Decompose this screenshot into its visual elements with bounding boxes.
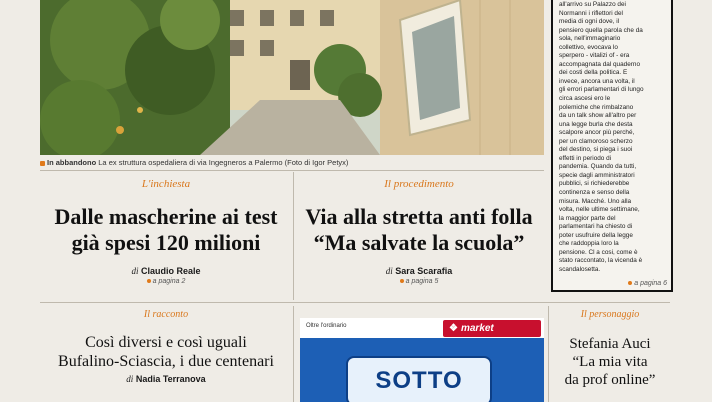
sidebar-text-line: poter usufruire della legge (559, 231, 633, 239)
article-kicker: Il racconto (143, 309, 189, 320)
sidebar-column (551, 0, 673, 292)
advertisement[interactable] (300, 318, 544, 402)
sidebar-text-line: specie dagli amministratori (559, 171, 635, 179)
sidebar-text-line: misura. Macché. Uno alla (559, 197, 632, 205)
sidebar-text-line: sperpero - vitalizi of - era (559, 52, 630, 60)
article-page-ref: a pagina 2 (40, 278, 292, 285)
divider (40, 302, 670, 303)
author-name: Sara Scarafia (395, 266, 453, 276)
sidebar-text-line: da un talk show all'altro per (559, 112, 637, 120)
article-procedimento[interactable] (294, 178, 544, 285)
sidebar-text-line: scalpore ancor più perché, (559, 129, 635, 137)
author-name: Claudio Reale (141, 266, 201, 276)
ad-small-text: Oltre l'ordinario (306, 323, 347, 329)
sidebar-text-line: sola, nell'immaginario (559, 35, 621, 43)
sidebar-text-line: una legge burla che desta (559, 120, 633, 128)
sidebar-text-line: che raddoppia loro la (559, 240, 619, 248)
article-inchiesta[interactable] (40, 178, 292, 285)
sidebar-text-line: circa ascesi ero le (559, 95, 611, 103)
photo-caption (40, 158, 544, 167)
sidebar-text-line: polemiche che rimbalzano (559, 103, 634, 111)
photo-illustration (40, 0, 544, 155)
sidebar-text-line: effetti in periodo di (559, 154, 612, 162)
sidebar-text-line: pensione. Cl a cosi, come è (559, 248, 638, 256)
caption-lead: In abbandono (47, 158, 97, 167)
sidebar-text (559, 1, 667, 275)
sidebar-text-line: scandalosetta. (559, 265, 601, 273)
sidebar-text-line: media di ogni dove, il (559, 18, 620, 26)
article-headline[interactable]: Stefania Auci “La mia vita da prof online” (564, 336, 656, 388)
article-byline: di Sara Scarafia (385, 266, 453, 276)
news-photo (40, 0, 544, 155)
article-personaggio[interactable] (549, 309, 671, 389)
page-ref-bullet-icon (400, 279, 404, 283)
sidebar-text-line: pandemia. Quando da tutti, (559, 163, 637, 171)
sidebar-text-line: stato raccontato, la vicenda è (559, 257, 643, 265)
sidebar-text-line: invece, ancora una volta, il (559, 77, 635, 85)
sidebar-text-line: parlamentari ha chiesto di (559, 223, 633, 231)
page-ref-bullet-icon (147, 279, 151, 283)
divider (40, 170, 544, 171)
article-kicker: L'inchiesta (141, 178, 191, 190)
sidebar-text-line: all'arrivo su Palazzo dei (559, 1, 626, 8)
sidebar-page-ref: a pagina 6 (559, 280, 667, 287)
sidebar-text-line: per un clamoroso scherzo (559, 137, 633, 145)
article-byline: di Nadia Terranova (126, 374, 206, 384)
article-headline[interactable]: Così diversi e così uguali Bufalino-Sciascia, i due centenari (58, 334, 274, 370)
ad-main-text: SOTTO (346, 356, 492, 402)
sidebar-text-line: dei costi della politica. E (559, 69, 628, 77)
divider (293, 306, 294, 402)
page-ref-bullet-icon (628, 281, 632, 285)
article-racconto[interactable] (40, 309, 292, 384)
caption-bullet-icon (40, 161, 45, 166)
sidebar-text-line: volta, nelle ultime settimane, (559, 206, 640, 214)
sidebar-text-line: collettivo, evocava lo (559, 43, 618, 51)
article-kicker: Il procedimento (384, 178, 454, 190)
sidebar-text-line: continenza e senso della (559, 189, 630, 197)
author-name: Nadia Terranova (135, 374, 206, 384)
brand-logo-icon: ❖ (449, 323, 458, 334)
sidebar-text-line: accompagnata dal quaderno (559, 60, 641, 68)
ad-brand: market (460, 323, 494, 334)
article-page-ref: a pagina 5 (294, 278, 544, 285)
sidebar-text-line: la maggior parte del (559, 214, 616, 222)
sidebar-text-line: gli errori parlamentari di lungo (559, 86, 644, 94)
sidebar-text-line: Normanni i riflettori del (559, 9, 623, 17)
caption-text: La ex struttura ospedaliera di via Ingegneros a Palermo (Foto di Igor Petyx) (98, 158, 349, 167)
ad-brand-badge (443, 320, 541, 337)
article-headline[interactable]: Via alla stretta anti folla “Ma salvate la scuola” (305, 204, 533, 255)
sidebar-text-line: del destino, si piega i suoi (559, 146, 633, 154)
sidebar-text-line: pensiero quella parola che da (559, 26, 643, 34)
article-kicker: Il personaggio (580, 309, 640, 320)
article-byline: di Claudio Reale (131, 266, 201, 276)
sidebar-text-line: pubblici, si richiederebbe (559, 180, 630, 188)
article-headline[interactable]: Dalle mascherine ai test già spesi 120 milioni (54, 204, 278, 255)
